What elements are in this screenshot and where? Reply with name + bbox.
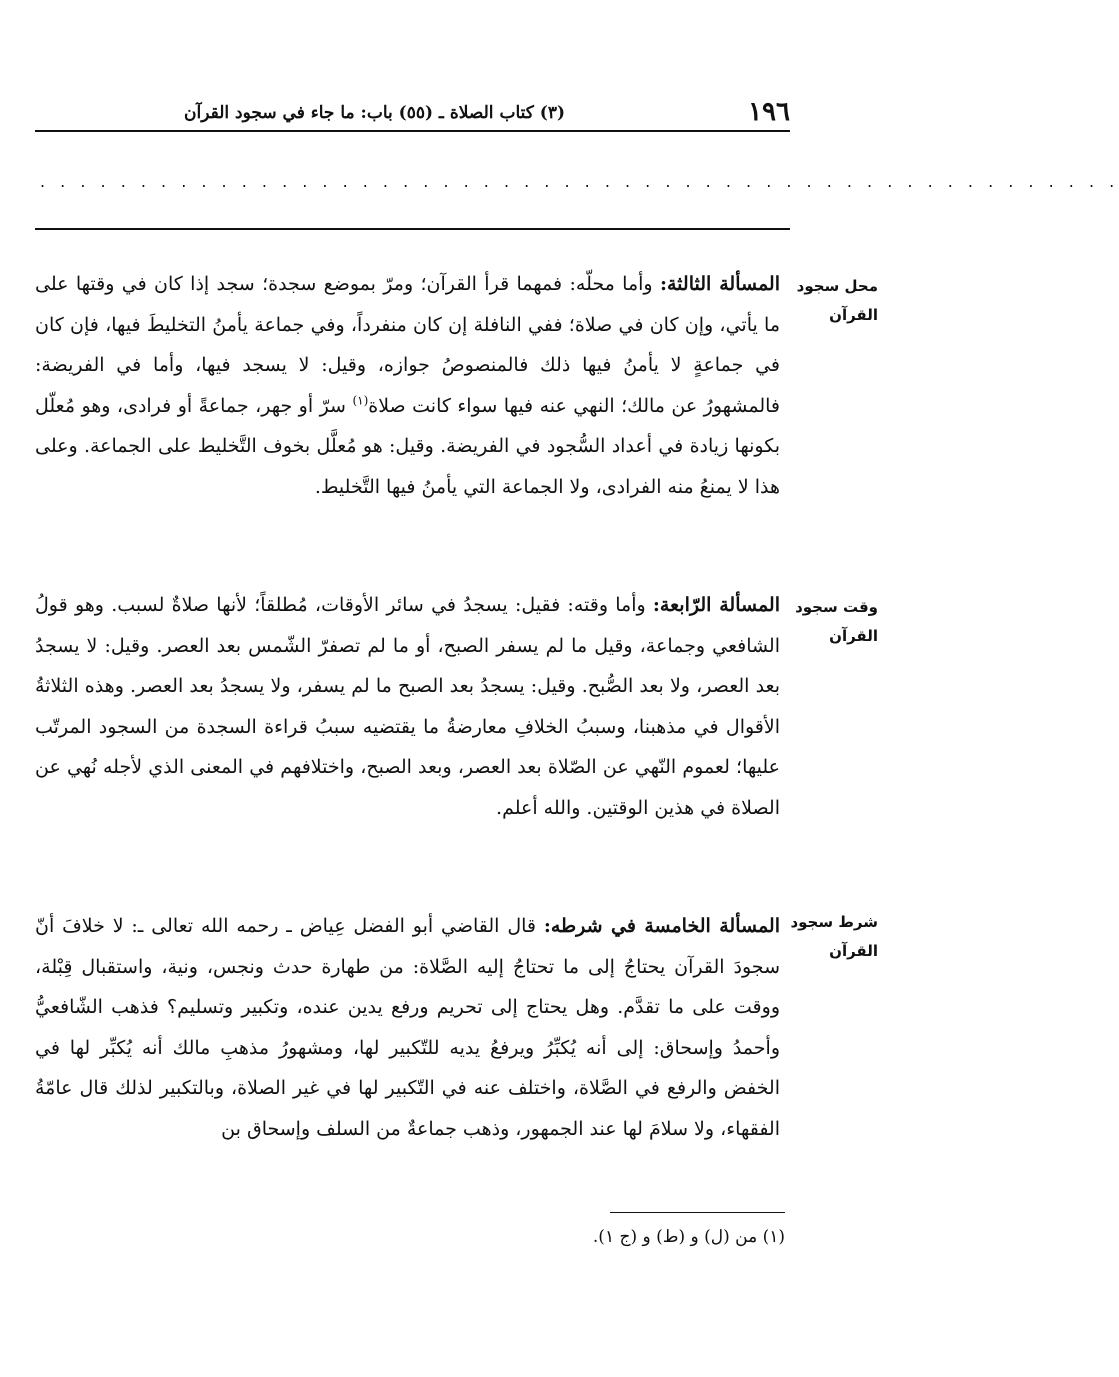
footnote-rule (610, 1212, 785, 1213)
paragraph-text: قال القاضي أبو الفضل عِياض ـ رحمه الله تعالى ـ: لا خلافَ أنّ سجودَ القرآن يحتاجُ إلى ما تحتاجُ إليه الصَّلاة: من طهارة حدث ونجس، ونية، واستقبال قِبْلة، ووقت على ما تقدَّم. وهل يحتاج إلى تحريم ورفع يدين عنده، وتكبير وتسليم؟ فذهب الشّافعيُّ وأحمدُ وإسحاق: إلى أنه يُكبِّرُ ويرفعُ يديه للتّكبير لها، ومشهورُ مذهبِ مالك أنه يُكبِّر لها في الخفض والرفع في الصَّلاة، واختلف عنه في التّكبير لها في غير الصلاة، وبالتكبير لذلك قال عامّةُ الفقهاء، ولا سلامَ لها عند الجمهور، وذهب جماعةٌ من السلف وإسحاق بن (35, 915, 780, 1140)
footnote: (١) من (ل) و (ط) و (ج ١). (592, 1227, 785, 1247)
running-head (35, 96, 790, 130)
header-rule (35, 130, 790, 132)
chapter-title: (٣) كتاب الصلاة ـ (٥٥) باب: ما جاء في سجود القرآن (184, 103, 565, 123)
margin-note-condition: شرط سجود القرآن (790, 913, 878, 960)
paragraph-text: وأما محلّه: فمهما قرأ القرآن؛ ومرّ بموضع سجدة؛ سجد إذا كان في وقتها على ما يأتي، وإن كان في صلاة؛ ففي النافلة إن كان منفرداً، وفي جماعة يأمنُ التخليطَ فيها، فإن كان في جماعةٍ لا يأمنُ فيها ذلك فالمنصوصُ جوازه، وقيل: لا يسجد فيها، وأما في الفريضة: فالمشهورُ عن مالك؛ النهي عنه فيها سواء كانت صلاة (35, 273, 780, 417)
section-rule (35, 228, 790, 230)
issue-heading: المسألة الخامسة في شرطه: (543, 915, 780, 937)
margin-note-place: محل سجود القرآن (796, 277, 878, 324)
dotted-separator: . . . . . . . . . . . . . . . . . . . . . . . . . . . . . . . . . . . . . . . . . . . . . . . . . . . . . . (40, 172, 1119, 191)
issue-heading: المسألة الثالثة: (659, 273, 780, 295)
paragraph-issue-five (35, 906, 780, 1149)
paragraph-issue-three (35, 264, 780, 507)
page-number: ١٩٦ (748, 97, 790, 127)
issue-heading: المسألة الرّابعة: (652, 594, 780, 616)
footnote-marker: (١) (352, 393, 369, 408)
margin-note-time: وقت سجود القرآن (795, 598, 878, 645)
paragraph-issue-four (35, 585, 780, 828)
paragraph-text: وأما وقته: فقيل: يسجدُ في سائر الأوقات، مُطلقاً؛ لأنها صلاةٌ لسبب. وهو قولُ الشافعي وجماعة، وقيل ما لم يسفر الصبح، أو ما لم تصفرّ الشّمس بعد العصر. وقيل: لا يسجدُ بعد العصر، ولا بعد الصُّبح. وقيل: يسجدُ بعد الصبح ما لم يسفر، ولا يسجدُ بعد العصر. وهذه الثلاثةُ الأقوال في مذهبنا، وسببُ الخلافِ معارضةُ ما يقتضيه سببُ قراءة السجدة من السجود المرتّب عليها؛ لعموم النّهي عن الصّلاة بعد العصر، وبعد الصبح، واختلافهم في المعنى الذي لأجله نُهي عن الصلاة في هذين الوقتين. والله أعلم. (35, 594, 780, 819)
paragraph-text: سرّ أو جهر، جماعةً أو فرادى، وهو مُعلّل بكونها زيادة في أعداد السُّجود في الفريضة. وقيل: هو مُعلَّل بخوف التَّخليط على الجماعة. وعلى هذا لا يمنعُ منه الفرادى، ولا الجماعة التي يأمنُ فيها التَّخليط. (35, 394, 780, 498)
